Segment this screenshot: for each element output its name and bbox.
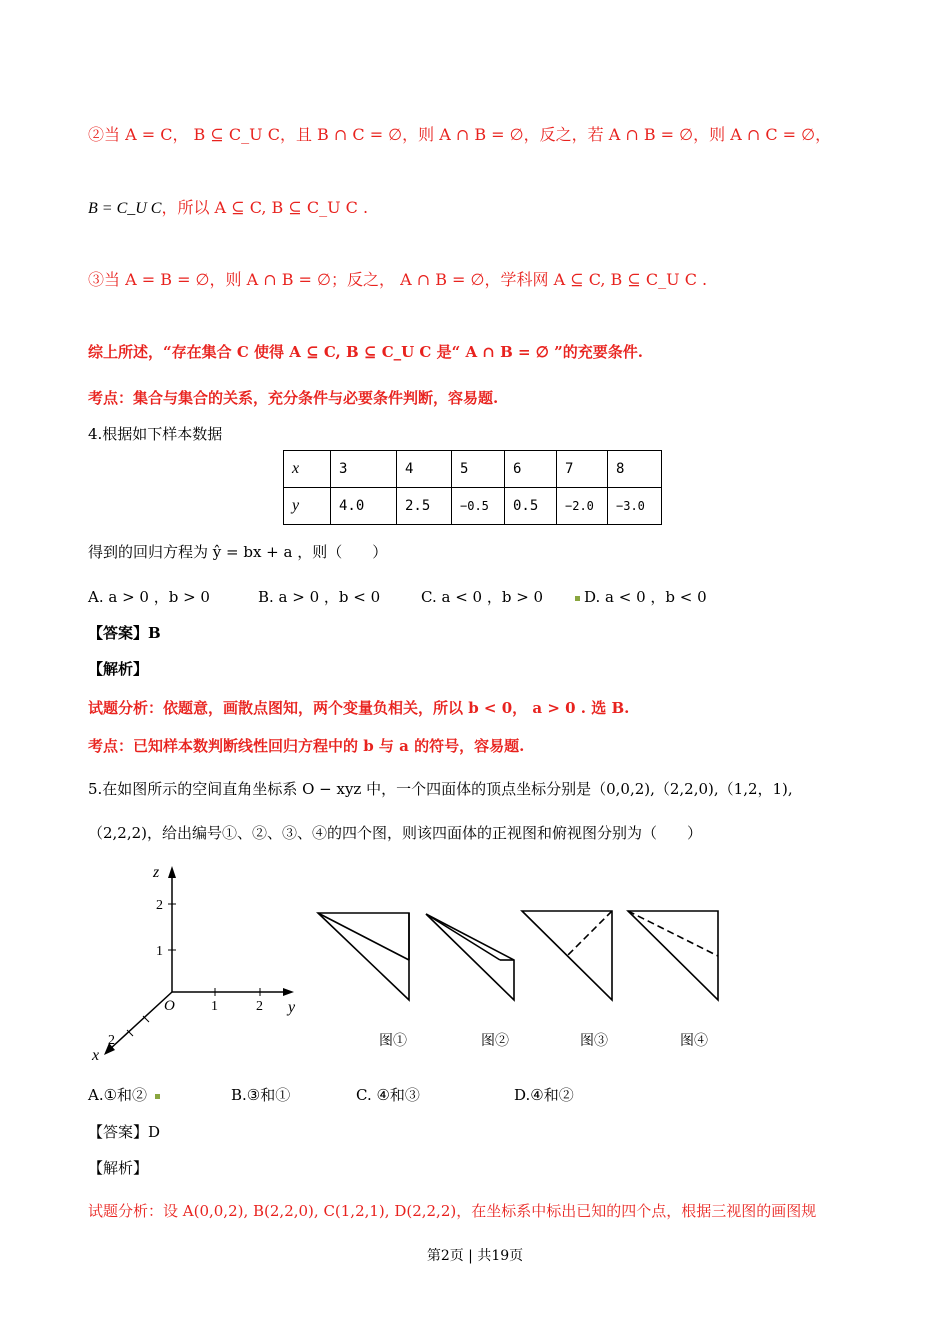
q5-option-a[interactable] [88, 1084, 164, 1105]
line-case-3: ③当 A = B = ∅，则 A ∩ B = ∅；反之， A ∩ B = ∅，学科网 A ⊆ C, B ⊆ C_U C . [88, 270, 708, 289]
q5-stem-2: （2,2,2)，给出编号①、②、③、④的四个图，则该四面体的正视图和俯视图分别为（ ） [88, 824, 703, 842]
q4-stem: 4.根据如下样本数据 [88, 425, 223, 443]
y-tick-1: 1 [211, 999, 218, 1014]
origin-label: O [164, 998, 175, 1014]
q5-analysis-label: 【解析】 [88, 1159, 149, 1177]
set-equation: B = C_U C [88, 200, 162, 217]
table-header-y: y [284, 488, 331, 525]
kaodian-line-q3: 考点：集合与集合的关系，充分条件与必要条件判断，容易题. [88, 389, 499, 407]
table-row-y [284, 488, 662, 525]
figure-4 [624, 906, 724, 1006]
fig-label-1: 图① [379, 1033, 407, 1049]
coordinate-axes-figure [88, 862, 318, 1067]
fig-label-3: 图③ [580, 1033, 608, 1049]
q4-option-b[interactable]: B. a > 0 ，b < 0 [258, 588, 381, 606]
table-cell: 7 [557, 451, 608, 488]
conclusion-text: ，所以 A ⊆ C, B ⊆ C_U C . [161, 198, 369, 217]
table-row-x [284, 451, 662, 488]
q5-answer: 【答案】D [88, 1123, 161, 1141]
q4-option-d[interactable] [575, 586, 707, 607]
table-cell: 0.5 [505, 488, 557, 525]
y-axis-label: y [288, 999, 296, 1016]
table-cell: −2.0 [557, 488, 608, 525]
q4-answer: 【答案】B [88, 624, 161, 642]
q4-option-d-label: D. a < 0 ，b < 0 [584, 588, 707, 606]
fig-label-4: 图④ [680, 1033, 708, 1049]
summary-line: 综上所述，“存在集合 C 使得 A ⊆ C, B ⊆ C_U C 是“ A ∩ B = ∅ ”的充要条件. [88, 343, 643, 361]
line-case-2: ②当 A = C， B ⊆ C_U C，且 B ∩ C = ∅，则 A ∩ B = ∅，反之，若 A ∩ B = ∅，则 A ∩ C = ∅， [88, 125, 832, 144]
z-tick-1: 1 [156, 944, 163, 959]
q5-stem-1: 5.在如图所示的空间直角坐标系 O − xyz 中，一个四面体的顶点坐标分别是（0,0,2),（2,2,0),（1,2，1), [88, 780, 793, 798]
fig-label-2: 图② [481, 1033, 509, 1049]
z-axis-label: z [153, 864, 160, 881]
table-cell: 4.0 [331, 488, 397, 525]
q5-analysis: 试题分析：设 A(0,0,2), B(2,2,0), C(1,2,1), D(2,2,2)，在坐标系中标出已知的四个点，根据三视图的画图规 [88, 1202, 817, 1220]
q4-analysis-label: 【解析】 [88, 660, 149, 678]
page-footer: 第2页 | 共19页 [426, 1248, 524, 1264]
x-axis-label: x [92, 1047, 100, 1064]
q5-option-d[interactable]: D.④和② [514, 1086, 574, 1104]
figure-2 [422, 908, 522, 1008]
y-tick-2: 2 [256, 999, 263, 1014]
q5-option-b[interactable]: B.③和① [231, 1086, 291, 1104]
sample-data-table [283, 450, 662, 525]
q4-option-c[interactable]: C. a < 0 ，b > 0 [421, 588, 544, 606]
x-tick-2: 2 [108, 1033, 115, 1048]
q5-option-a-label: A.①和② [88, 1086, 148, 1104]
bullet-marker-icon [575, 596, 580, 601]
table-cell: 6 [505, 451, 557, 488]
table-header-x: x [284, 451, 331, 488]
z-tick-2: 2 [156, 898, 163, 913]
q4-option-a[interactable]: A. a > 0 ，b > 0 [88, 588, 210, 606]
bullet-marker-icon [155, 1094, 160, 1099]
q5-option-c[interactable]: C. ④和③ [356, 1086, 420, 1104]
figure-1 [314, 908, 416, 1008]
table-cell: −3.0 [608, 488, 662, 525]
table-cell: −0.5 [452, 488, 505, 525]
q4-analysis: 试题分析：依题意，画散点图知，两个变量负相关，所以 b < 0， a > 0 . 选 B. [88, 699, 630, 717]
table-cell: 4 [397, 451, 452, 488]
table-cell: 5 [452, 451, 505, 488]
figure-3 [518, 906, 618, 1006]
q4-equation-line: 得到的回归方程为 ŷ = bx + a ，则（ ） [88, 543, 388, 561]
line-case-2-cont [88, 195, 368, 218]
table-cell: 2.5 [397, 488, 452, 525]
table-cell: 8 [608, 451, 662, 488]
q4-kaodian: 考点：已知样本数判断线性回归方程中的 b 与 a 的符号，容易题. [88, 737, 525, 755]
table-cell: 3 [331, 451, 397, 488]
